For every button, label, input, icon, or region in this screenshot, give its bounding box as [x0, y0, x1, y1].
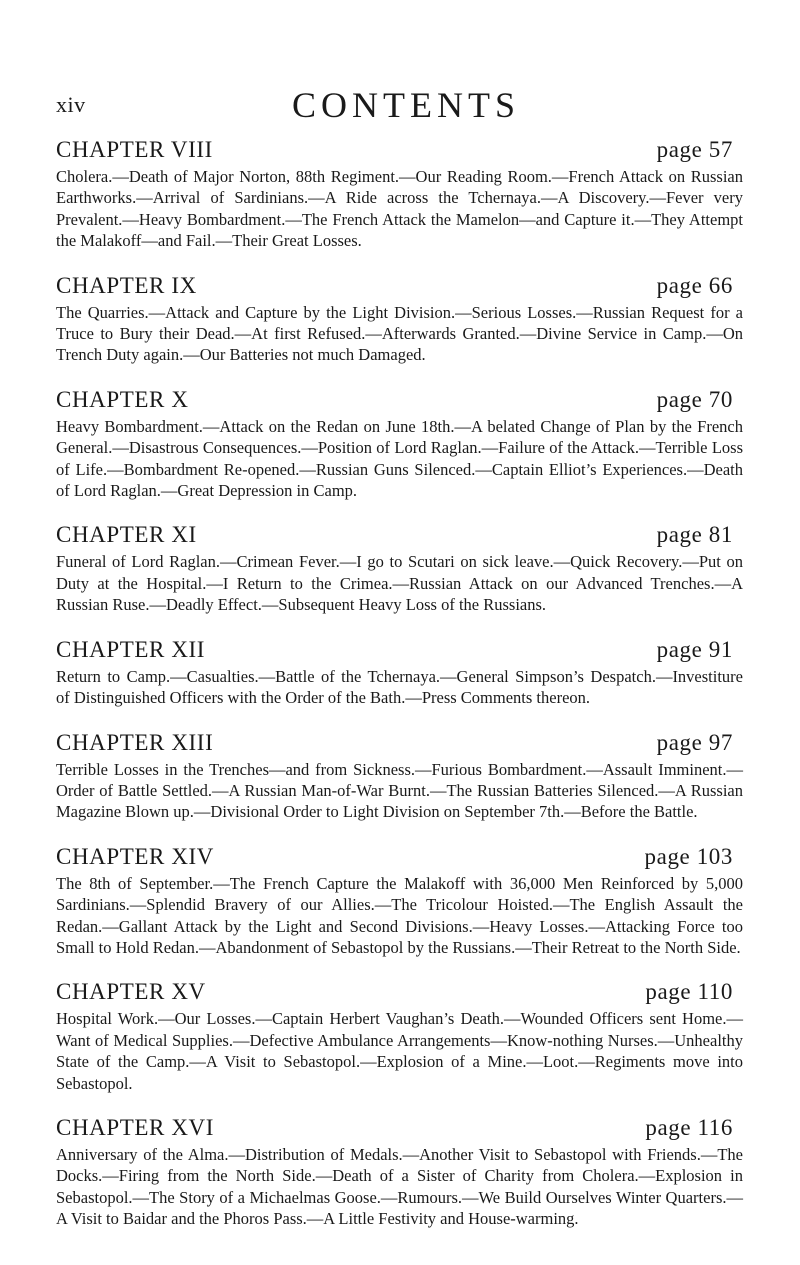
chapter-page-ref: page 57 [656, 137, 733, 162]
chapter-heading [56, 729, 743, 757]
chapter-summary: Funeral of Lord Raglan.—Crimean Fever.—I go to Scutari on sick leave.—Quick Recovery.—Put on Duty at the Hospital.—I Return to the Crimea.—Russian Attack on our Advanced Trenches.—A Russian Ruse.—Deadly Effect.—Subsequent Heavy Loss of the Russians. [56, 552, 743, 615]
chapter-title: CHAPTER XII [56, 636, 206, 662]
chapter-heading [56, 272, 743, 300]
chapter-page-ref: page 66 [656, 272, 733, 298]
chapter-entry-xi [56, 521, 743, 615]
chapter-heading [56, 136, 743, 164]
chapter-title: CHAPTER VIII [56, 137, 213, 162]
chapter-entry-xiv [56, 843, 743, 959]
chapter-heading [56, 521, 743, 549]
page-number: xiv [56, 92, 86, 117]
chapter-page-ref: page 116 [645, 1114, 733, 1140]
chapter-title: CHAPTER XI [56, 522, 197, 548]
chapter-summary: The 8th of September.—The French Capture the Malakoff with 36,000 Men Reinforced by 5,000 Sardinians.—Splendid Bravery of our Allies.—The Tricolour Hoisted.—The English Assault the Redan.—Gallant Attack by the Light and Second Divisions.—Heavy Losses.—Attacking Force too Small to Hold Redan.—Abandonment of Sebastopol by the Russians.—Their Retreat to the North Side. [56, 873, 743, 957]
chapter-heading [56, 978, 743, 1006]
chapter-title: CHAPTER XV [56, 979, 206, 1005]
chapter-summary: Heavy Bombardment.—Attack on the Redan on June 18th.—A belated Change of Plan by the French General.—Disastrous Consequences.—Position of Lord Raglan.—Failure of the Attack.—Terrible Loss of Life.—Bombardment Re-opened.—Russian Guns Silenced.—Captain Elliot’s Experiences.—Death of Lord Raglan.—Great Depression in Camp. [56, 416, 743, 501]
chapter-page-ref: page 110 [645, 979, 733, 1005]
chapter-title: CHAPTER XVI [56, 1114, 215, 1140]
chapter-summary: Anniversary of the Alma.—Distribution of Medals.—Another Visit to Sebastopol with Friends.—The Docks.—Firing from the North Side.—Death of a Sister of Charity from Cholera.—Explosion in Sebastopol.—The Story of a Michaelmas Goose.—Rumours.—We Build Ourselves Winter Quarters.—A Visit to Baidar and the Phoros Pass.—A Little Festivity and House-warming. [56, 1144, 743, 1229]
chapter-heading [56, 1114, 743, 1142]
chapter-title: CHAPTER X [56, 386, 189, 412]
chapter-heading [56, 386, 743, 414]
chapter-summary: Return to Camp.—Casualties.—Battle of the Tchernaya.—General Simpson’s Despatch.—Investiture of Distinguished Officers with the Order of the Bath.—Press Comments thereon. [56, 666, 743, 708]
chapter-entry-xii [56, 636, 743, 709]
chapter-page-ref: page 70 [656, 386, 733, 412]
page-title: CONTENTS [292, 85, 520, 125]
chapter-heading [56, 636, 743, 664]
chapter-page-ref: page 97 [656, 729, 733, 755]
chapter-page-ref: page 81 [656, 522, 733, 548]
page-header [56, 84, 744, 124]
chapter-entry-xv [56, 978, 743, 1094]
chapter-title: CHAPTER XIII [56, 729, 214, 755]
chapter-entry-viii [56, 136, 743, 252]
chapter-entry-x [56, 386, 743, 502]
chapter-summary: Cholera.—Death of Major Norton, 88th Regiment.—Our Reading Room.—French Attack on Russian Earthworks.—Arrival of Sardinians.—A Ride across the Tchernaya.—A Discovery.—Fever very Prevalent.—Heavy Bombardment.—The French Attack the Mamelon—and Capture it.—They Attempt the Malakoff—and Fail.—Their Great Losses. [56, 167, 743, 251]
chapter-heading [56, 843, 743, 871]
chapter-title: CHAPTER XIV [56, 843, 215, 869]
chapter-page-ref: page 103 [644, 843, 733, 869]
chapter-entry-xvi [56, 1114, 743, 1230]
chapter-entry-ix [56, 272, 743, 366]
chapter-title: CHAPTER IX [56, 272, 197, 298]
chapter-summary: Terrible Losses in the Trenches—and from Sickness.—Furious Bombardment.—Assault Imminent.—Order of Battle Settled.—A Russian Man-of-War Burnt.—The Russian Batteries Silenced.—A Russian Magazine Blown up.—Divisional Order to Light Division on September 7th.—Before the Battle. [56, 759, 743, 822]
chapter-summary: The Quarries.—Attack and Capture by the Light Division.—Serious Losses.—Russian Request for a Truce to Bury their Dead.—At first Refused.—Afterwards Granted.—Divine Service in Camp.—On Trench Duty again.—Our Batteries not much Damaged. [56, 302, 743, 365]
chapter-summary: Hospital Work.—Our Losses.—Captain Herbert Vaughan’s Death.—Wounded Officers sent Home.—Want of Medical Supplies.—Defective Ambulance Arrangements—Know-nothing Nurses.—Unhealthy State of the Camp.—A Visit to Sebastopol.—Explosion of a Mine.—Loot.—Regiments move into Sebastopol. [56, 1009, 743, 1093]
contents-list [56, 136, 743, 1250]
chapter-entry-xiii [56, 729, 743, 823]
chapter-page-ref: page 91 [656, 636, 733, 662]
